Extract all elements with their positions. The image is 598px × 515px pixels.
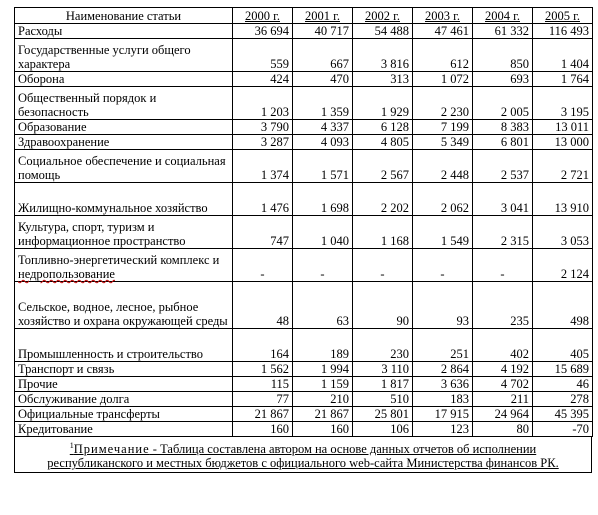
cell-value: 25 801 xyxy=(353,407,413,422)
cell-value: 1 404 xyxy=(533,39,593,72)
table-row xyxy=(15,329,593,362)
table-header-row xyxy=(15,8,593,24)
row-item-name: Сельское, водное, лесное, рыбное хозяйство и охрана окружающей среды xyxy=(15,282,233,329)
cell-value: 402 xyxy=(473,329,533,362)
table-row xyxy=(15,135,593,150)
table-row xyxy=(15,422,593,437)
cell-value: 1 817 xyxy=(353,377,413,392)
cell-value: 3 790 xyxy=(233,120,293,135)
cell-value: 3 053 xyxy=(533,216,593,249)
cell-value: 1 571 xyxy=(293,150,353,183)
cell-value: 1 698 xyxy=(293,183,353,216)
cell-value: 3 041 xyxy=(473,183,533,216)
cell-value: - xyxy=(233,249,293,282)
cell-value: 1 159 xyxy=(293,377,353,392)
table-row xyxy=(15,39,593,72)
table-row xyxy=(15,216,593,249)
cell-value: - xyxy=(293,249,353,282)
cell-value: 559 xyxy=(233,39,293,72)
cell-value: 1 562 xyxy=(233,362,293,377)
cell-value: 1 072 xyxy=(413,72,473,87)
header-year-2004: 2004 г. xyxy=(473,8,533,24)
cell-value: 667 xyxy=(293,39,353,72)
cell-value: 13 000 xyxy=(533,135,593,150)
row-item-name: Промышленность и строительство xyxy=(15,329,233,362)
cell-value: 313 xyxy=(353,72,413,87)
row-item-name: Оборона xyxy=(15,72,233,87)
row-item-name: Жилищно-коммунальное хозяйство xyxy=(15,183,233,216)
cell-value: 210 xyxy=(293,392,353,407)
cell-value: 8 383 xyxy=(473,120,533,135)
row-item-name: Расходы xyxy=(15,24,233,39)
footnote-label: Примечание xyxy=(73,442,150,457)
row-item-name: Прочие xyxy=(15,377,233,392)
footnote-mark: 1 xyxy=(69,441,74,450)
row-item-name: Транспорт и связь xyxy=(15,362,233,377)
cell-value: 1 203 xyxy=(233,87,293,120)
row-item-name: Государственные услуги общего характера xyxy=(15,39,233,72)
cell-value: 251 xyxy=(413,329,473,362)
cell-value: 90 xyxy=(353,282,413,329)
table-row xyxy=(15,249,593,282)
cell-value: 498 xyxy=(533,282,593,329)
header-year-2000: 2000 г. xyxy=(233,8,293,24)
cell-value: 747 xyxy=(233,216,293,249)
row-item-name: Официальные трансферты xyxy=(15,407,233,422)
table-row xyxy=(15,183,593,216)
row-item-name: Обслуживание долга xyxy=(15,392,233,407)
cell-value: 2 864 xyxy=(413,362,473,377)
table-footnote xyxy=(14,437,592,473)
cell-value: 1 168 xyxy=(353,216,413,249)
cell-value: 2 315 xyxy=(473,216,533,249)
cell-value: 1 374 xyxy=(233,150,293,183)
cell-value: 93 xyxy=(413,282,473,329)
table-row xyxy=(15,72,593,87)
cell-value: 235 xyxy=(473,282,533,329)
table-row xyxy=(15,120,593,135)
cell-value: - xyxy=(353,249,413,282)
cell-value: 4 805 xyxy=(353,135,413,150)
cell-value: 3 110 xyxy=(353,362,413,377)
cell-value: 1 929 xyxy=(353,87,413,120)
cell-value: 160 xyxy=(293,422,353,437)
row-item-name xyxy=(15,249,233,282)
cell-value: - xyxy=(473,249,533,282)
cell-value: 46 xyxy=(533,377,593,392)
table-row xyxy=(15,362,593,377)
cell-value: 2 567 xyxy=(353,150,413,183)
table-row xyxy=(15,392,593,407)
cell-value: 17 915 xyxy=(413,407,473,422)
cell-value: 3 636 xyxy=(413,377,473,392)
row-item-name: Кредитование xyxy=(15,422,233,437)
table-row xyxy=(15,150,593,183)
cell-value: 21 867 xyxy=(233,407,293,422)
row-item-name: Культура, спорт, туризм и информационное пространство xyxy=(15,216,233,249)
cell-value: 211 xyxy=(473,392,533,407)
budget-expenditure-document xyxy=(14,7,592,473)
cell-value: 2 448 xyxy=(413,150,473,183)
cell-value: 106 xyxy=(353,422,413,437)
cell-value: 61 332 xyxy=(473,24,533,39)
cell-value: 115 xyxy=(233,377,293,392)
expenditure-table xyxy=(14,7,593,437)
cell-value: 1 764 xyxy=(533,72,593,87)
cell-value: 1 994 xyxy=(293,362,353,377)
header-year-2003: 2003 г. xyxy=(413,8,473,24)
cell-value: 278 xyxy=(533,392,593,407)
row-item-name: Здравоохранение xyxy=(15,135,233,150)
cell-value: 47 461 xyxy=(413,24,473,39)
cell-value: 160 xyxy=(233,422,293,437)
cell-value: 6 801 xyxy=(473,135,533,150)
cell-value: 230 xyxy=(353,329,413,362)
cell-value: 2 537 xyxy=(473,150,533,183)
table-body xyxy=(15,24,593,437)
header-item-name: Наименование статьи xyxy=(15,8,233,24)
cell-value: 40 717 xyxy=(293,24,353,39)
cell-value: 80 xyxy=(473,422,533,437)
cell-value: 3 816 xyxy=(353,39,413,72)
cell-value: 1 476 xyxy=(233,183,293,216)
cell-value: 470 xyxy=(293,72,353,87)
cell-value: 1 040 xyxy=(293,216,353,249)
cell-value: 1 359 xyxy=(293,87,353,120)
cell-value: 850 xyxy=(473,39,533,72)
cell-value: -70 xyxy=(533,422,593,437)
footnote-text-line-1: - Таблица составлена автором на основе данных отчетов об исполнении xyxy=(149,442,537,457)
footnote-text-line-2: республиканского и местных бюджетов с официального web-сайта Министерства финансов РК. xyxy=(47,456,559,471)
cell-value: 13 011 xyxy=(533,120,593,135)
table-row xyxy=(15,377,593,392)
cell-value: 4 192 xyxy=(473,362,533,377)
table-row xyxy=(15,24,593,39)
row-item-name-spellcheck-part: недропользование xyxy=(18,267,115,281)
cell-value: 24 964 xyxy=(473,407,533,422)
cell-value: 15 689 xyxy=(533,362,593,377)
cell-value: 164 xyxy=(233,329,293,362)
header-year-2002: 2002 г. xyxy=(353,8,413,24)
cell-value: 424 xyxy=(233,72,293,87)
cell-value: 2 005 xyxy=(473,87,533,120)
table-row xyxy=(15,87,593,120)
cell-value: 21 867 xyxy=(293,407,353,422)
cell-value: 4 702 xyxy=(473,377,533,392)
cell-value: 3 195 xyxy=(533,87,593,120)
cell-value: 612 xyxy=(413,39,473,72)
cell-value: 510 xyxy=(353,392,413,407)
cell-value: 5 349 xyxy=(413,135,473,150)
row-item-name: Социальное обеспечение и социальная помощь xyxy=(15,150,233,183)
cell-value: 13 910 xyxy=(533,183,593,216)
cell-value: 48 xyxy=(233,282,293,329)
cell-value: 2 230 xyxy=(413,87,473,120)
row-item-name-part: Топливно-энергетический комплекс и xyxy=(18,253,220,267)
cell-value: 4 337 xyxy=(293,120,353,135)
cell-value: 63 xyxy=(293,282,353,329)
header-year-2001: 2001 г. xyxy=(293,8,353,24)
cell-value: 2 124 xyxy=(533,249,593,282)
cell-value: 36 694 xyxy=(233,24,293,39)
cell-value: - xyxy=(413,249,473,282)
cell-value: 2 721 xyxy=(533,150,593,183)
cell-value: 77 xyxy=(233,392,293,407)
cell-value: 4 093 xyxy=(293,135,353,150)
cell-value: 3 287 xyxy=(233,135,293,150)
cell-value: 7 199 xyxy=(413,120,473,135)
cell-value: 189 xyxy=(293,329,353,362)
table-row xyxy=(15,407,593,422)
cell-value: 693 xyxy=(473,72,533,87)
header-year-2005: 2005 г. xyxy=(533,8,593,24)
cell-value: 183 xyxy=(413,392,473,407)
cell-value: 116 493 xyxy=(533,24,593,39)
cell-value: 405 xyxy=(533,329,593,362)
cell-value: 2 202 xyxy=(353,183,413,216)
cell-value: 54 488 xyxy=(353,24,413,39)
cell-value: 123 xyxy=(413,422,473,437)
row-item-name: Образование xyxy=(15,120,233,135)
table-row xyxy=(15,282,593,329)
cell-value: 2 062 xyxy=(413,183,473,216)
cell-value: 1 549 xyxy=(413,216,473,249)
cell-value: 6 128 xyxy=(353,120,413,135)
cell-value: 45 395 xyxy=(533,407,593,422)
row-item-name: Общественный порядок и безопасность xyxy=(15,87,233,120)
